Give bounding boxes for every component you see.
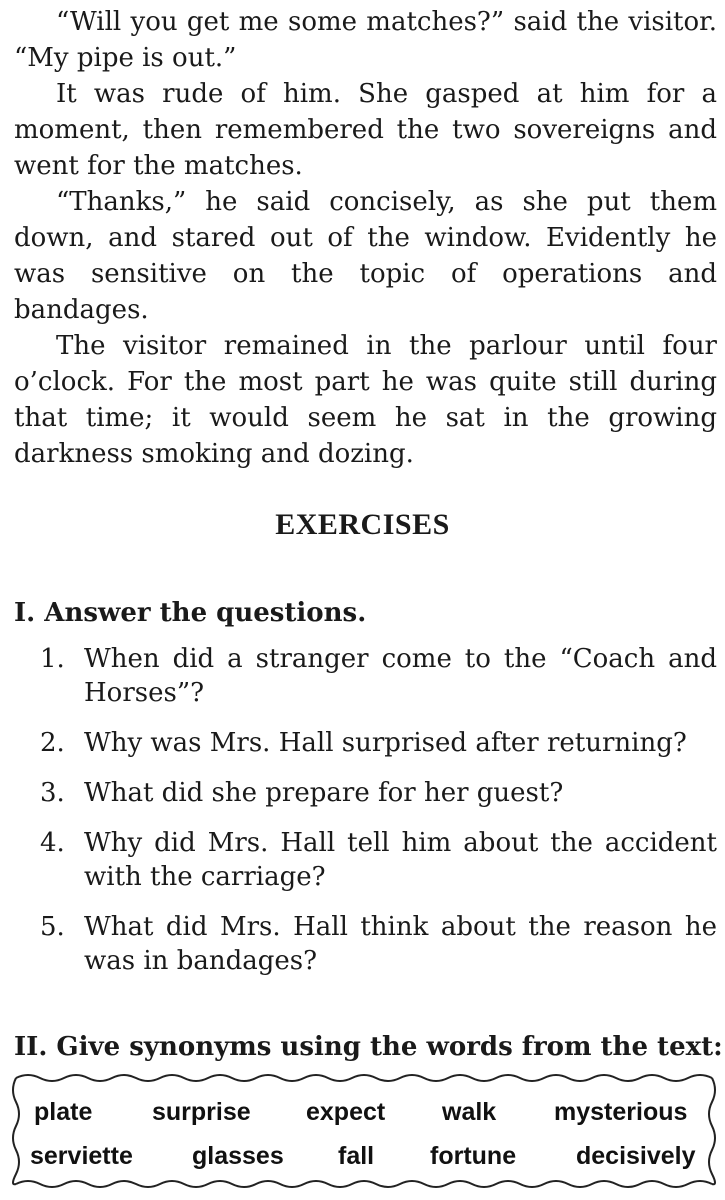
question-number: 1. (40, 644, 65, 674)
question-text: What did she prepare for her guest? (84, 778, 564, 808)
synonym-word: fortune (430, 1142, 517, 1170)
question-text: Why did Mrs. Hall tell him about the accident with the carriage? (84, 828, 717, 892)
question-number: 4. (40, 828, 65, 858)
paragraph-2: It was rude of him. She gasped at him for a moment, then remembered the two sovereigns and went for the matches. (14, 79, 717, 181)
synonym-word: expect (306, 1098, 386, 1126)
question-text: What did Mrs. Hall think about the reason he was in bandages? (84, 912, 717, 976)
question-item (40, 826, 717, 894)
synonym-word: decisively (576, 1142, 696, 1170)
section-2-title: II. Give synonyms using the words from the text: (14, 1032, 723, 1062)
question-number: 5. (40, 912, 65, 942)
synonym-word-box (8, 1072, 718, 1190)
synonym-word: glasses (192, 1142, 284, 1170)
synonym-word: surprise (152, 1098, 251, 1126)
paragraph-4: The visitor remained in the parlour until four o’clock. For the most part he was quite still during that time; it would seem he sat in the growing darkness smoking and dozing. (14, 331, 717, 469)
question-item (40, 776, 717, 810)
question-text: Why was Mrs. Hall surprised after returning? (84, 728, 687, 758)
synonym-word: plate (34, 1098, 93, 1126)
exercises-heading: EXERCISES (275, 508, 450, 541)
question-list (40, 642, 717, 978)
synonym-word: walk (442, 1098, 497, 1126)
synonym-word: fall (338, 1142, 375, 1170)
question-text: When did a stranger come to the “Coach and Horses”? (84, 644, 717, 708)
question-item (40, 910, 717, 978)
question-item (40, 642, 717, 710)
question-item (40, 726, 717, 760)
synonym-word: serviette (30, 1142, 133, 1170)
synonym-word: mysterious (554, 1098, 688, 1126)
paragraph-1: “Will you get me some matches?” said the visitor. “My pipe is out.” (14, 7, 717, 73)
question-number: 3. (40, 778, 65, 808)
section-1-title: I. Answer the questions. (14, 598, 367, 628)
question-number: 2. (40, 728, 65, 758)
wavy-border-frame (8, 1072, 718, 1190)
paragraph-3: “Thanks,” he said concisely, as she put them down, and stared out of the window. Evidently he was sensitive on the topic of operations and bandages. (14, 187, 717, 325)
